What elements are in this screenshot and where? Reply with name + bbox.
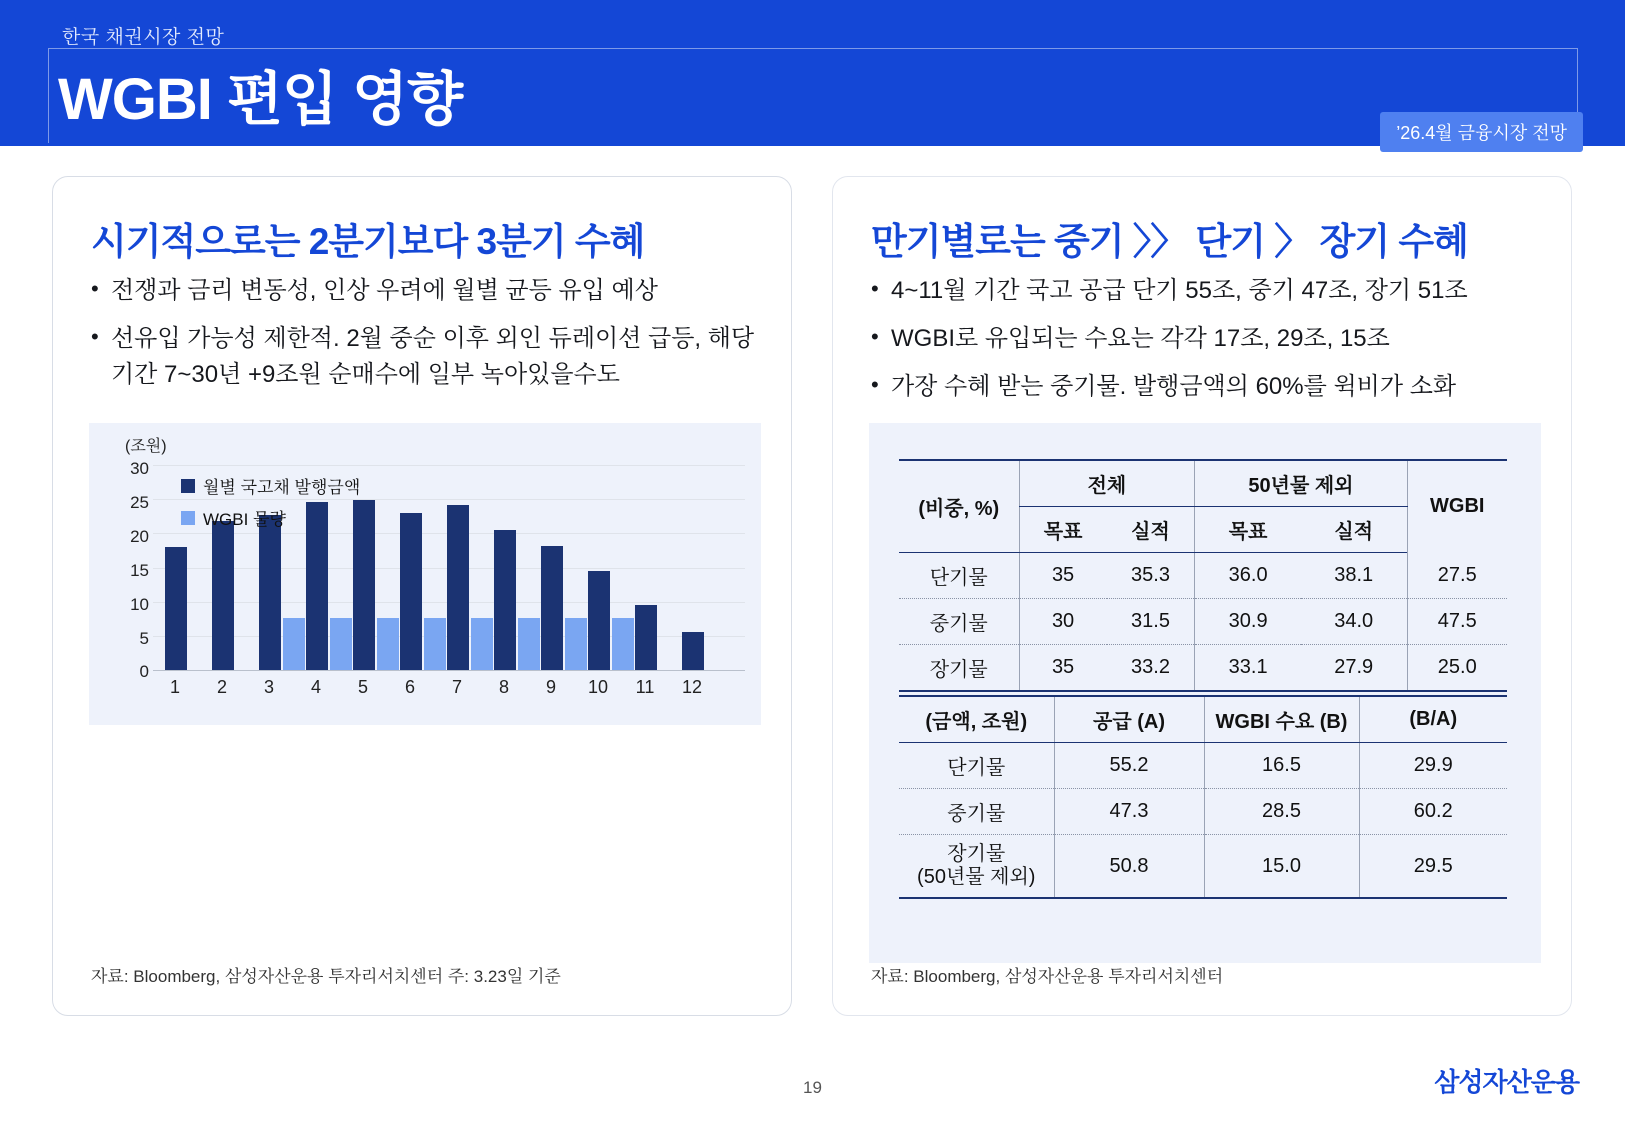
x-tick-3: 3: [263, 677, 274, 697]
table2-row0-c1: 16.5: [1204, 743, 1359, 789]
x-tick-12: 12: [681, 677, 703, 697]
right-source: 자료: Bloomberg, 삼성자산운용 투자리서치센터: [871, 967, 1224, 986]
ratio-table: [899, 459, 1507, 692]
table2-row2-c1: 15.0: [1204, 835, 1359, 899]
bar-dark-11: [635, 605, 657, 670]
bar-dark-1: [165, 547, 187, 670]
table2-header-1: 공급 (A): [1054, 696, 1204, 743]
x-tick-10: 10: [587, 677, 609, 697]
y-tick-25: 25: [130, 493, 149, 512]
table1-row2-c2: 33.1: [1195, 645, 1301, 692]
supply-demand-table: [899, 695, 1507, 899]
bar-dark-10: [588, 571, 610, 670]
table1-sub-target-total: 목표: [1019, 507, 1107, 553]
table2-row1-c1: 28.5: [1204, 789, 1359, 835]
list-item: • WGBI로 유입되는 수요는 각각 17조, 29조, 15조: [869, 321, 1541, 357]
list-item: • 4~11월 기간 국고 공급 단기 55조, 중기 47조, 장기 51조: [869, 273, 1541, 309]
bar-light-5: [330, 618, 352, 670]
left-bullets: [89, 273, 761, 405]
table1-group-ex50: 50년물 제외: [1195, 460, 1407, 507]
table1-row2-c3: 27.9: [1301, 645, 1407, 692]
bar-dark-12: [682, 632, 704, 670]
bar-dark-9: [541, 546, 563, 670]
table1-row1-c4: 47.5: [1407, 599, 1507, 645]
bar-dark-2: [212, 521, 234, 670]
company-logo: 삼성자산운용: [1434, 1067, 1579, 1097]
x-tick-7: 7: [451, 677, 462, 697]
y-tick-0: 0: [139, 662, 149, 681]
left-panel: [52, 176, 792, 1016]
y-tick-15: 15: [130, 561, 149, 580]
table1-sub-actual-ex50: 실적: [1301, 507, 1407, 553]
bar-dark-7: [447, 505, 469, 670]
list-item: • 선유입 가능성 제한적. 2월 중순 이후 외인 듀레이션 급등, 해당 기간 7~30년 +9조원 순매수에 일부 녹아있을수도: [89, 321, 761, 393]
table1-row1-c1: 31.5: [1107, 599, 1195, 645]
bar-light-10: [565, 618, 587, 670]
table1-row0-c2: 36.0: [1195, 553, 1301, 599]
table1-corner: (비중, %): [899, 460, 1019, 553]
chart-unit-label: (조원): [125, 438, 167, 455]
page-header: [0, 0, 1625, 146]
table2-row0-c2: 29.9: [1359, 743, 1507, 789]
bar-light-8: [471, 618, 493, 670]
x-tick-9: 9: [545, 677, 556, 697]
table2-header-2: WGBI 수요 (B): [1204, 696, 1359, 743]
x-tick-8: 8: [498, 677, 509, 697]
list-item: • 전쟁과 금리 변동성, 인상 우려에 월별 균등 유입 예상: [89, 273, 761, 309]
table1-row0-c4: 27.5: [1407, 553, 1507, 599]
table1-row2-c4: 25.0: [1407, 645, 1507, 692]
chart-legend: [181, 473, 360, 537]
bar-light-6: [377, 618, 399, 670]
table1-row1-c2: 30.9: [1195, 599, 1301, 645]
table1-row1-c3: 34.0: [1301, 599, 1407, 645]
table1-header-wgbi: WGBI: [1407, 460, 1507, 553]
table1-row0-c3: 38.1: [1301, 553, 1407, 599]
legend-label-dark: 월별 국고채 발행금액: [203, 478, 361, 497]
table1-row0-c1: 35.3: [1107, 553, 1195, 599]
x-tick-6: 6: [404, 677, 415, 697]
table1-row2-c0: 35: [1019, 645, 1107, 692]
bar-dark-6: [400, 513, 422, 670]
table1-row2-label: 장기물: [899, 645, 1019, 692]
table2-row2-c2: 29.5: [1359, 835, 1507, 899]
table-row: [899, 553, 1507, 599]
legend-item-wgbi: [181, 505, 360, 530]
bar-dark-3: [259, 515, 281, 670]
bar-light-11: [612, 618, 634, 670]
table1-row0-label: 단기물: [899, 553, 1019, 599]
table2-row2-label: 장기물 (50년물 제외): [899, 835, 1054, 899]
y-tick-5: 5: [139, 629, 149, 648]
gridline: [153, 465, 745, 466]
table-row: [899, 743, 1507, 789]
table2-header-0: (금액, 조원): [899, 696, 1054, 743]
table2-row1-c2: 60.2: [1359, 789, 1507, 835]
header-badge: ’26.4월 금융시장 전망: [1380, 112, 1583, 152]
table-row: [899, 645, 1507, 692]
table1-row1-label: 중기물: [899, 599, 1019, 645]
bar-light-9: [518, 618, 540, 670]
table2-header-3: (B/A): [1359, 696, 1507, 743]
page-title: WGBI 편입 영향: [58, 67, 463, 132]
y-tick-30: 30: [130, 459, 149, 478]
bar-light-4: [283, 618, 305, 670]
right-bullets: [869, 273, 1541, 417]
legend-swatch-light: [181, 511, 195, 525]
bar-dark-8: [494, 530, 516, 670]
table1-group-total: 전체: [1019, 460, 1195, 507]
table1-row1-c0: 30: [1019, 599, 1107, 645]
table2-row0-label: 단기물: [899, 743, 1054, 789]
list-item: • 가장 수혜 받는 중기물. 발행금액의 60%를 윅비가 소화: [869, 369, 1541, 405]
right-panel: [832, 176, 1572, 1016]
x-tick-5: 5: [357, 677, 368, 697]
legend-label-light: WGBI 물량: [203, 510, 286, 529]
table2-row1-label: 중기물: [899, 789, 1054, 835]
bar-light-7: [424, 618, 446, 670]
x-tick-1: 1: [169, 677, 180, 697]
x-tick-2: 2: [216, 677, 227, 697]
table2-row1-c0: 47.3: [1054, 789, 1204, 835]
x-tick-11: 11: [635, 677, 655, 697]
page-number: 19: [803, 1078, 822, 1097]
y-tick-10: 10: [130, 595, 149, 614]
table2-row0-c0: 55.2: [1054, 743, 1204, 789]
table-row: [899, 835, 1507, 899]
table1-sub-target-ex50: 목표: [1195, 507, 1301, 553]
legend-item-issuance: [181, 473, 360, 498]
table1-sub-actual-total: 실적: [1107, 507, 1195, 553]
legend-swatch-dark: [181, 479, 195, 493]
x-tick-4: 4: [310, 677, 321, 697]
y-tick-20: 20: [130, 527, 149, 546]
table1-row2-c1: 33.2: [1107, 645, 1195, 692]
table1-row0-c0: 35: [1019, 553, 1107, 599]
left-heading: 시기적으로는 2분기보다 3분기 수혜: [91, 221, 645, 262]
header-kicker: 한국 채권시장 전망: [62, 27, 225, 48]
table2-row2-c0: 50.8: [1054, 835, 1204, 899]
table-row: [899, 789, 1507, 835]
table-row: [899, 599, 1507, 645]
right-heading: 만기별로는 중기 〉〉 단기 〉 장기 수혜: [871, 221, 1468, 262]
left-source: 자료: Bloomberg, 삼성자산운용 투자리서치센터 주: 3.23일 기준: [91, 967, 561, 986]
